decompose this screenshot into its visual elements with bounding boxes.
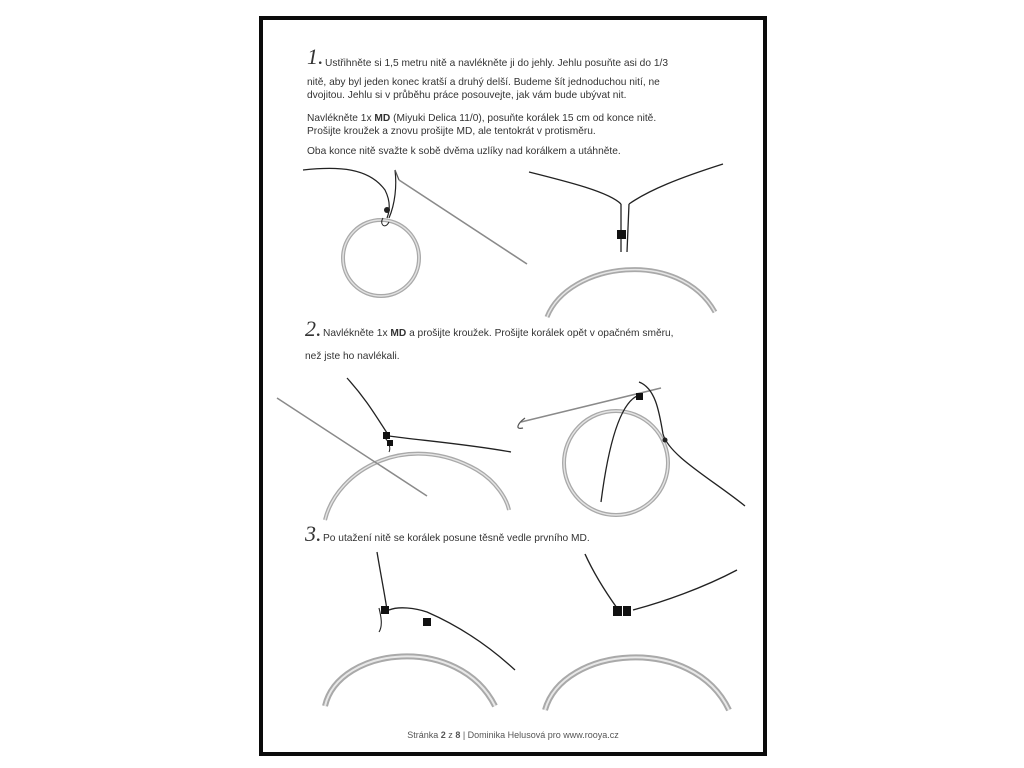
step-1-paragraph-3: Oba konce nitě svažte k sobě dvěma uzlíky nad korálkem a utáhněte. (307, 146, 621, 157)
step-3-line-1: Po utažení nitě se korálek posune těsně vedle prvního MD. (323, 533, 590, 544)
step-1-line-2: nitě, aby byl jeden konec kratší a druhý delší. Budeme šít jednoduchou nití, ne (307, 77, 660, 88)
step-3-number: 3. (305, 521, 322, 546)
step-2-line-1: Navlékněte 1x MD a prošijte kroužek. Prošijte korálek opět v opačném směru, (323, 328, 674, 339)
step-2-line-2: než jste ho navlékali. (305, 351, 400, 362)
page-footer: Stránka 2 z 8 | Dominika Helusová pro www.rooya.cz (407, 730, 619, 740)
step-1-photo-left (299, 160, 539, 320)
step-2-photo-left (277, 360, 517, 520)
step-3-photo-left (319, 546, 519, 706)
step-1-paragraph-2-line-2: Prošijte kroužek a znovu prošijte MD, ale tentokrát v protisměru. (307, 126, 596, 137)
step-1-paragraph-2: Navlékněte 1x MD (Miyuki Delica 11/0), posuňte korálek 15 cm od konce nitě. (307, 113, 657, 124)
step-1-line-3: dvojitou. Jehlu si v průběhu práce posouvejte, jak vám bude ubývat nit. (307, 90, 627, 101)
step-2-number: 2. (305, 316, 322, 341)
step-1-number: 1. (307, 44, 324, 69)
step-2-photo-right (513, 370, 753, 530)
step-1-photo-right (529, 162, 729, 317)
step-3-photo-right (533, 550, 743, 710)
step-1-line-1: Ustřihněte si 1,5 metru nitě a navlékněte ji do jehly. Jehlu posuňte asi do 1/3 (325, 58, 668, 69)
instruction-page (259, 16, 767, 756)
